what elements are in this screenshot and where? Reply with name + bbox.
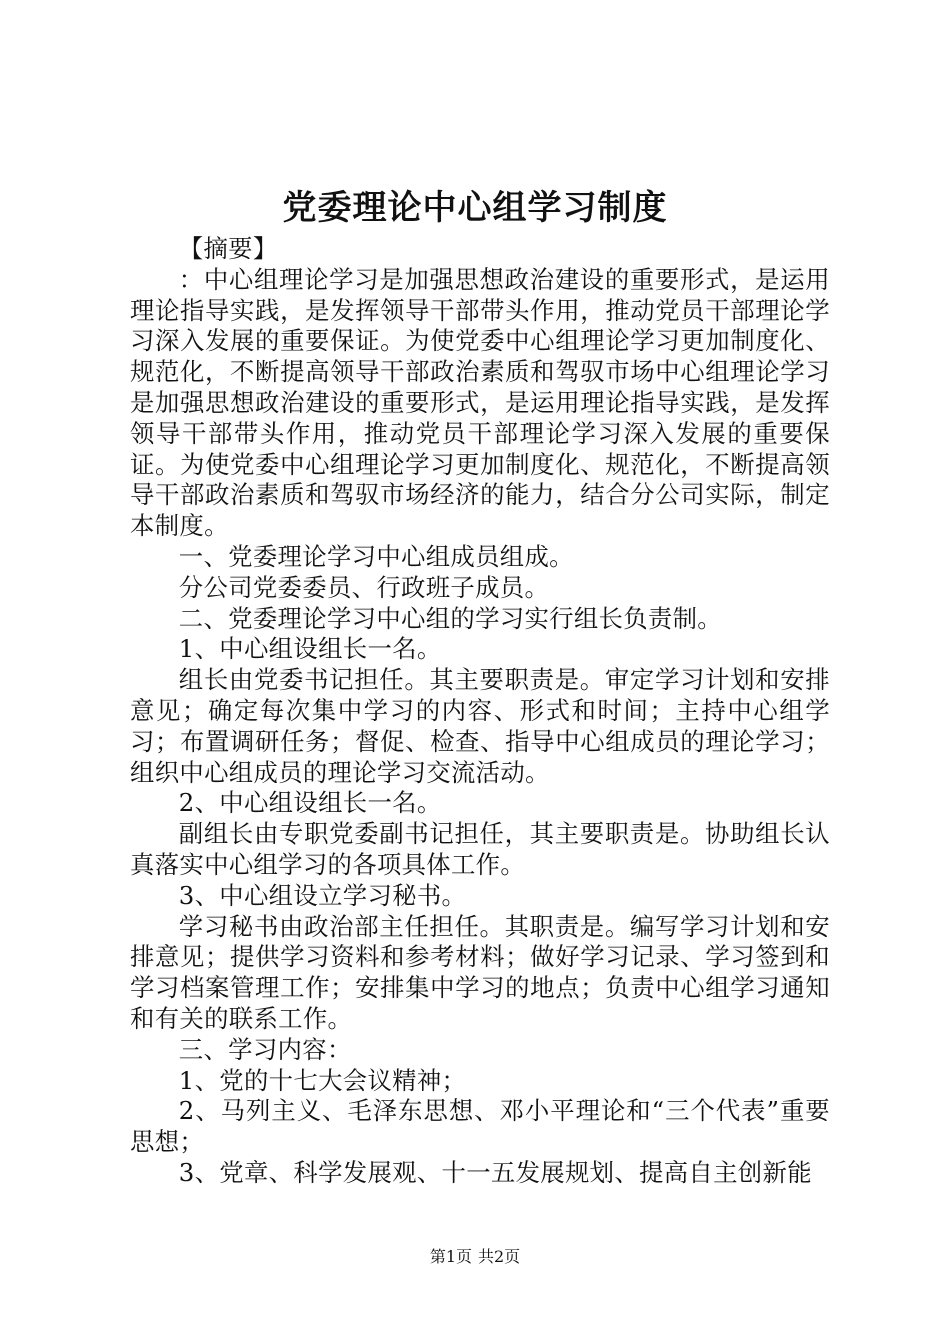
document-body [130, 234, 830, 1189]
paragraph-content-2: 2、马列主义、毛泽东思想、邓小平理论和“三个代表”重要思想； [130, 1096, 830, 1157]
paragraph-content-1: 1、党的十七大会议精神； [178, 1065, 467, 1095]
paragraph-item-2: 2、中心组设组长一名。 [178, 788, 442, 818]
page-footer [0, 1246, 950, 1268]
paragraph-members: 分公司党委委员、行政班子成员。 [178, 572, 550, 602]
paragraph-deputy-duties: 副组长由专职党委副书记担任，其主要职责是。协助组长认真落实中心组学习的各项具体工作。 [130, 819, 830, 879]
paragraph-section-1-heading: 一、党委理论学习中心组成员组成。 [178, 541, 574, 571]
page-total: 共2页 [478, 1247, 521, 1266]
paragraph-section-3-heading: 三、学习内容： [178, 1034, 352, 1064]
paragraph-leader-duties: 组长由党委书记担任。其主要职责是。审定学习计划和安排意见；确定每次集中学习的内容、形式和时间；主持中心组学习；布置调研任务；督促、检查、指导中心组成员的理论学习；组织中心组成员的理论学习交流活动。 [130, 665, 830, 787]
document-title: 党委理论中心组学习制度 [282, 188, 668, 228]
paragraph-abstract: ：中心组理论学习是加强思想政治建设的重要形式，是运用理论指导实践，是发挥领导干部带头作用，推动党员干部理论学习深入发展的重要保证。为使党委中心组理论学习更加制度化、规范化，不断提高领导干部政治素质和驾驭市场中心组理论学习是加强思想政治建设的重要形式，是运用理论指导实践，是发挥领导干部带头作用，推动党员干部理论学习深入发展的重要保证。为使党委中心组理论学习更加制度化、规范化，不断提高领导干部政治素质和驾驭市场经济的能力，结合分公司实际，制定本制度。 [130, 264, 830, 541]
paragraph-content-3: 3、党章、科学发展观、十一五发展规划、提高自主创新能 [178, 1157, 812, 1187]
paragraph-section-2-heading: 二、党委理论学习中心组的学习实行组长负责制。 [178, 603, 722, 633]
paragraph-item-3: 3、中心组设立学习秘书。 [178, 880, 467, 910]
paragraph-item-1: 1、中心组设组长一名。 [178, 634, 442, 664]
paragraph-secretary-duties: 学习秘书由政治部主任担任。其职责是。编写学习计划和安排意见；提供学习资料和参考材料；做好学习记录、学习签到和学习档案管理工作；安排集中学习的地点；负责中心组学习通知和有关的联系工作。 [130, 911, 830, 1033]
paragraph-abstract-label: 【摘要】 [178, 234, 278, 263]
page-number: 第1页 [429, 1247, 472, 1266]
